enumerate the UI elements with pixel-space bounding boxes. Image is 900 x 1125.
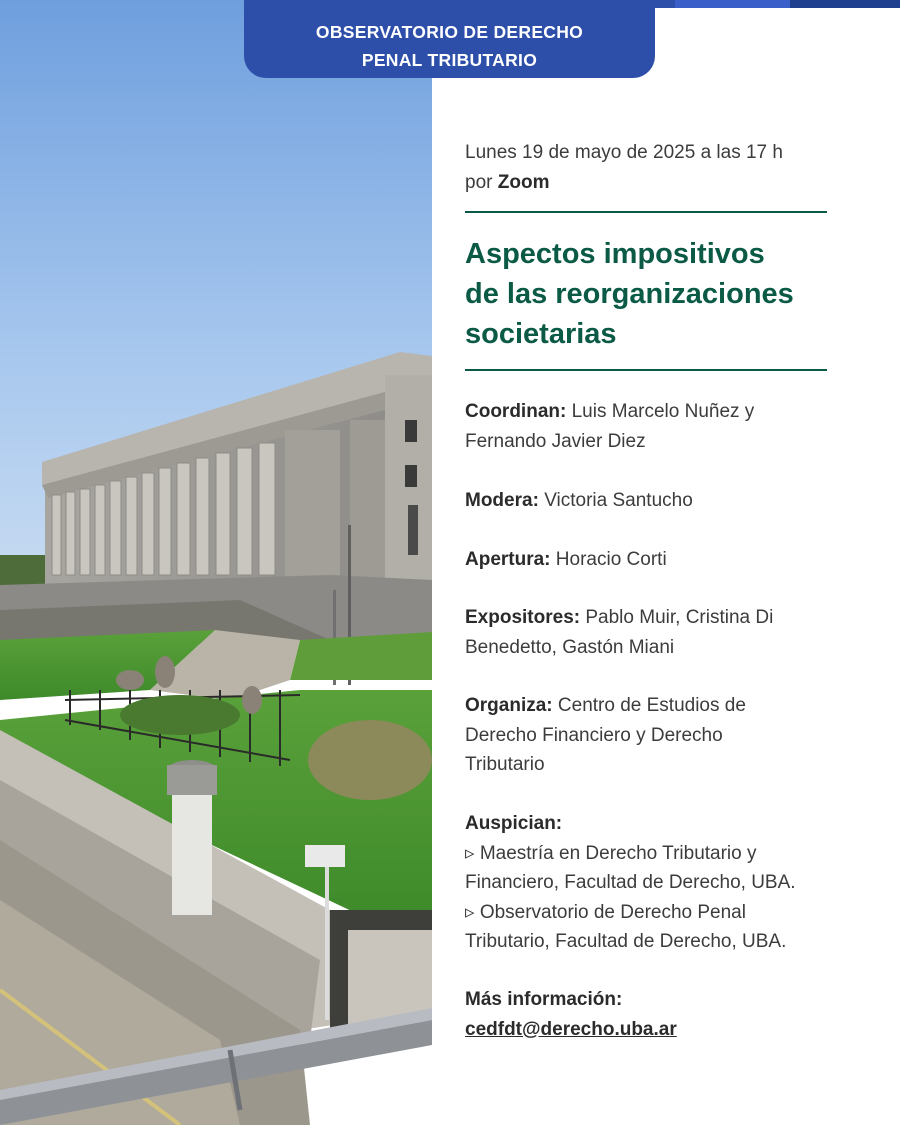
coordinators-line2: Fernando Javier Diez: [465, 430, 646, 452]
sponsor2-line2: Tributario, Facultad de Derecho, UBA.: [465, 931, 787, 952]
event-title: [465, 234, 865, 354]
sponsor1-line2: Financiero, Facultad de Derecho, UBA.: [465, 872, 796, 893]
sponsors-block: [465, 809, 865, 957]
date-line: Lunes 19 de mayo de 2025 a las 17 h: [465, 142, 783, 163]
organizer-label: Organiza:: [465, 695, 553, 716]
title-line2: de las reorganizaciones: [465, 278, 794, 310]
contact-block: [465, 985, 865, 1044]
sponsor2-line1: ▹ Observatorio de Derecho Penal: [465, 901, 746, 923]
contact-label: Más información:: [465, 989, 623, 1010]
opening-label: Apertura:: [465, 549, 551, 570]
speakers-line2: Benedetto, Gastón Miani: [465, 636, 675, 658]
divider-top: [465, 211, 827, 213]
coordinators-line1: Luis Marcelo Nuñez y: [571, 401, 755, 422]
moderator-block: [465, 486, 865, 516]
header-title-line2: PENAL TRIBUTARIO: [361, 50, 538, 70]
organizer-block: [465, 691, 865, 780]
title-line1: Aspectos impositivos: [465, 238, 765, 270]
divider-bottom: [465, 369, 827, 371]
organizer-line3: Tributario: [465, 754, 545, 775]
organizer-line1: Centro de Estudios de: [557, 695, 746, 716]
moderator-name: Victoria Santucho: [544, 490, 693, 511]
sponsors-label: Auspician:: [465, 813, 563, 834]
contact-email-link[interactable]: cedfdt@derecho.uba.ar: [465, 1018, 677, 1040]
header-title-line1: OBSERVATORIO DE DERECHO: [315, 22, 584, 42]
speakers-line1: Pablo Muir, Cristina Di: [585, 607, 774, 628]
sponsor1-line1: ▹ Maestría en Derecho Tributario y: [465, 842, 757, 864]
platform-name: Zoom: [497, 171, 550, 193]
header-badge: [244, 0, 655, 78]
coordinators-label: Coordinan:: [465, 401, 567, 422]
organizer-line2: Derecho Financiero y Derecho: [465, 724, 723, 746]
speakers-label: Expositores:: [465, 607, 581, 628]
opening-block: [465, 545, 865, 575]
building-photo: [0, 0, 432, 1125]
opening-name: Horacio Corti: [555, 549, 667, 570]
coordinators-block: [465, 397, 865, 456]
event-date: [465, 138, 865, 197]
title-line3: societarias: [465, 318, 617, 350]
moderator-label: Modera:: [465, 490, 539, 511]
speakers-block: [465, 603, 865, 662]
via-prefix: por: [465, 171, 493, 193]
